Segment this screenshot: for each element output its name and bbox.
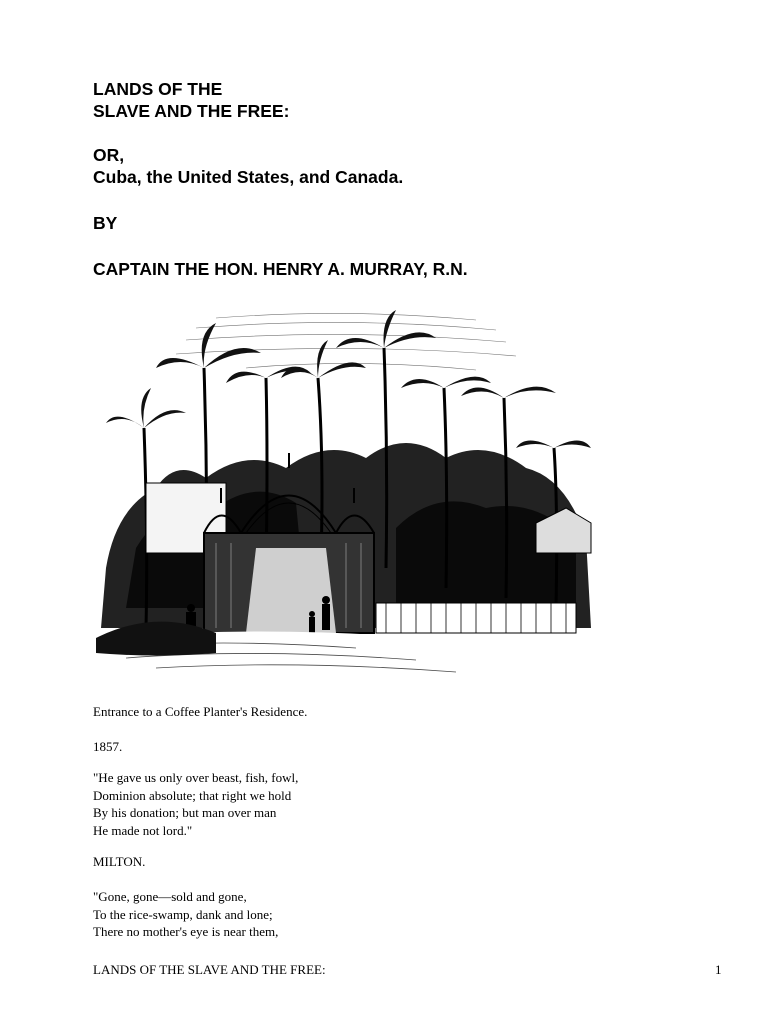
quote-attribution: MILTON.	[93, 854, 146, 869]
quote-line: By his donation; but man over man	[93, 805, 277, 820]
illustration-caption: Entrance to a Coffee Planter's Residence.	[93, 704, 308, 719]
quote-line: He made not lord."	[93, 822, 193, 838]
quote-line: There no mother's eye is near them,	[93, 924, 279, 939]
running-footer-title: LANDS OF THE SLAVE AND THE FREE:	[93, 962, 326, 977]
engraving-illustration	[96, 308, 596, 680]
publication-year: 1857.	[93, 739, 123, 754]
page-number: 1	[715, 962, 722, 977]
title-block	[93, 78, 713, 280]
quote-line: To the rice-swamp, dank and lone;	[93, 906, 273, 922]
title-or: OR,	[93, 145, 125, 165]
author: CAPTAIN THE HON. HENRY A. MURRAY, R.N.	[93, 259, 468, 279]
quote-line: Dominion absolute; that right we hold	[93, 787, 292, 803]
title-line-1: LANDS OF THE	[93, 79, 223, 99]
epigraph-milton	[93, 769, 693, 839]
quote-line: "He gave us only over beast, fish, fowl,	[93, 770, 299, 785]
epigraph-second	[93, 888, 693, 941]
quote-line: "Gone, gone—sold and gone,	[93, 889, 247, 904]
title-line-2: SLAVE AND THE FREE:	[93, 101, 290, 121]
subtitle: Cuba, the United States, and Canada.	[93, 167, 404, 187]
byline-by: BY	[93, 213, 118, 233]
